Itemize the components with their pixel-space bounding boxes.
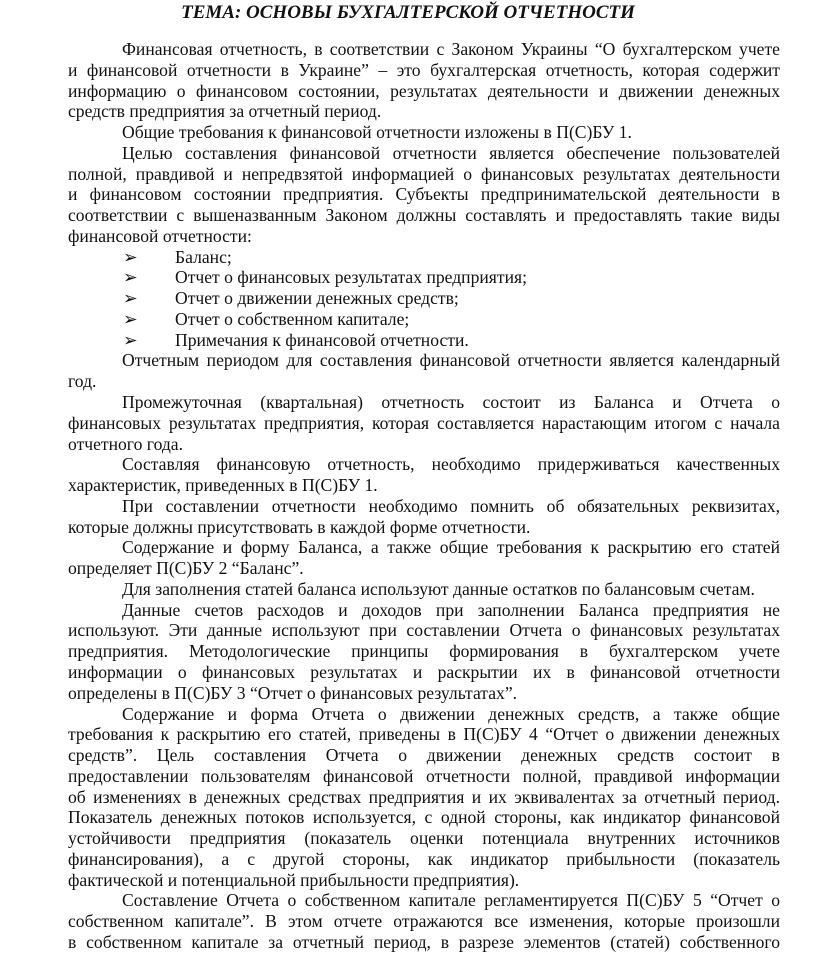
paragraph	[68, 579, 780, 600]
paragraph	[68, 350, 780, 392]
list-item-text: Баланс;	[175, 246, 232, 267]
list-item	[68, 288, 780, 309]
text-line: которые должны присутствовать в каждой форме отчетности.	[68, 516, 531, 537]
list-item	[68, 330, 780, 351]
paragraph	[68, 600, 780, 704]
text-line: Показатель денежных потоков используется, с одной стороны, как индикатор финансовой	[68, 807, 780, 828]
text-line: устойчивости предприятия (показатель оценки потенциала внутренних источников	[68, 828, 780, 849]
list-item	[68, 267, 780, 288]
paragraph	[68, 143, 780, 247]
text-line: отчетного года.	[68, 433, 184, 454]
text-line: собственном капитале”. В этом отчете отражаются все изменения, которые произошли	[68, 911, 780, 932]
arrow-bullet-icon: ➢	[123, 288, 138, 309]
paragraph	[68, 122, 780, 143]
text-line: финансирования), а с другой стороны, как индикатор прибыльности (показатель	[68, 848, 780, 869]
paragraph	[68, 537, 780, 579]
arrow-bullet-icon: ➢	[123, 246, 138, 267]
arrow-bullet-icon: ➢	[123, 329, 138, 350]
text-line: средств”. Цель составления Отчета о движении денежных средств состоит в	[68, 745, 780, 766]
text-line: Содержание и форму Баланса, а также общие требования к раскрытию его статей	[122, 537, 780, 558]
list-item-text: Отчет о финансовых результатах предприятия;	[175, 267, 527, 288]
list-item-text: Примечания к финансовой отчетности.	[175, 329, 469, 350]
text-line: и финансовом состоянии предприятия. Субъекты предпринимательской деятельности в	[68, 184, 780, 205]
text-line: Общие требования к финансовой отчетности изложены в П(С)БУ 1.	[122, 122, 632, 143]
text-line: полной, правдивой и непредвзятой информацией о финансовых результатах деятельности	[68, 163, 780, 184]
text-line: средств предприятия за отчетный период.	[68, 101, 382, 122]
text-line: Отчетным периодом для составления финансовой отчетности является календарный	[122, 350, 780, 371]
text-line: Финансовая отчетность, в соответствии с Законом Украины “О бухгалтерском учете	[122, 39, 780, 59]
text-line: Составление Отчета о собственном капитале регламентируется П(С)БУ 5 “Отчет о	[122, 890, 780, 911]
document-body	[68, 39, 780, 953]
text-line: Для заполнения статей баланса используют данные остатков по балансовым счетам.	[122, 578, 755, 599]
text-line: определены в П(С)БУ 3 “Отчет о финансовых результатах”.	[68, 682, 518, 703]
arrow-bullet-icon: ➢	[123, 267, 138, 288]
text-line: год.	[68, 371, 97, 392]
list-item-text: Отчет о движении денежных средств;	[175, 288, 459, 309]
text-line: финансовых результатах предприятия, которая составляется нарастающим итогом с начала	[68, 412, 780, 433]
paragraph	[68, 890, 780, 952]
text-line: требования к раскрытию его статей, приведены в П(С)БУ 4 “Отчет о движении денежных	[68, 724, 780, 745]
text-line: информации о финансовых результатах и раскрытии их в финансовой отчетности	[68, 661, 780, 682]
paragraph	[68, 704, 780, 891]
paragraph	[68, 39, 780, 122]
text-line: Содержание и форма Отчета о движении денежных средств, а также общие	[122, 703, 780, 724]
text-line: Данные счетов расходов и доходов при заполнении Баланса предприятия не	[122, 599, 780, 620]
text-line: используют. Эти данные используют при составлении Отчета о финансовых результатах	[68, 620, 780, 641]
list-item-text: Отчет о собственном капитале;	[175, 308, 410, 329]
text-line: Промежуточная (квартальная) отчетность состоит из Баланса и Отчета о	[122, 392, 780, 413]
text-line: предприятия. Методологические принципы формирования в бухгалтерском учете	[68, 641, 780, 662]
text-line: информацию о финансовом состоянии, результатах деятельности и движении денежных	[68, 80, 780, 101]
list-item	[68, 309, 780, 330]
paragraph	[68, 392, 780, 454]
paragraph	[68, 454, 780, 496]
text-line: фактической и потенциальной прибыльности предприятия).	[68, 869, 520, 890]
text-line: об изменениях в денежных средствах предприятия и их эквивалентах за отчетный период.	[68, 786, 780, 807]
list-item	[68, 247, 780, 268]
text-line: Целью составления финансовой отчетности является обеспечение пользователей	[122, 142, 780, 163]
text-line: и финансовой отчетности в Украине” – это бухгалтерская отчетность, которая содержит	[68, 59, 780, 80]
text-line: в собственном капитале за отчетный период, в разрезе элементов (статей) собственного	[68, 931, 780, 952]
bullet-list	[68, 247, 780, 351]
paragraph	[68, 496, 780, 538]
arrow-bullet-icon: ➢	[123, 308, 138, 329]
page-title: ТЕМА: ОСНОВЫ БУХГАЛТЕРСКОЙ ОТЧЕТНОСТИ	[181, 2, 635, 23]
text-line: финансовой отчетности:	[68, 225, 252, 246]
text-line: При составлении отчетности необходимо помнить об обязательных реквизитах,	[122, 495, 780, 516]
text-line: Составляя финансовую отчетность, необходимо придерживаться качественных	[122, 454, 780, 475]
text-line: определяет П(С)БУ 2 “Баланс”.	[68, 558, 304, 579]
text-line: характеристик, приведенных в П(С)БУ 1.	[68, 475, 378, 496]
text-line: соответствии с вышеназванным Законом должны составлять и предоставлять такие виды	[68, 205, 780, 226]
text-line: предоставлении пользователям финансовой отчетности полной, правдивой информации	[68, 765, 780, 786]
